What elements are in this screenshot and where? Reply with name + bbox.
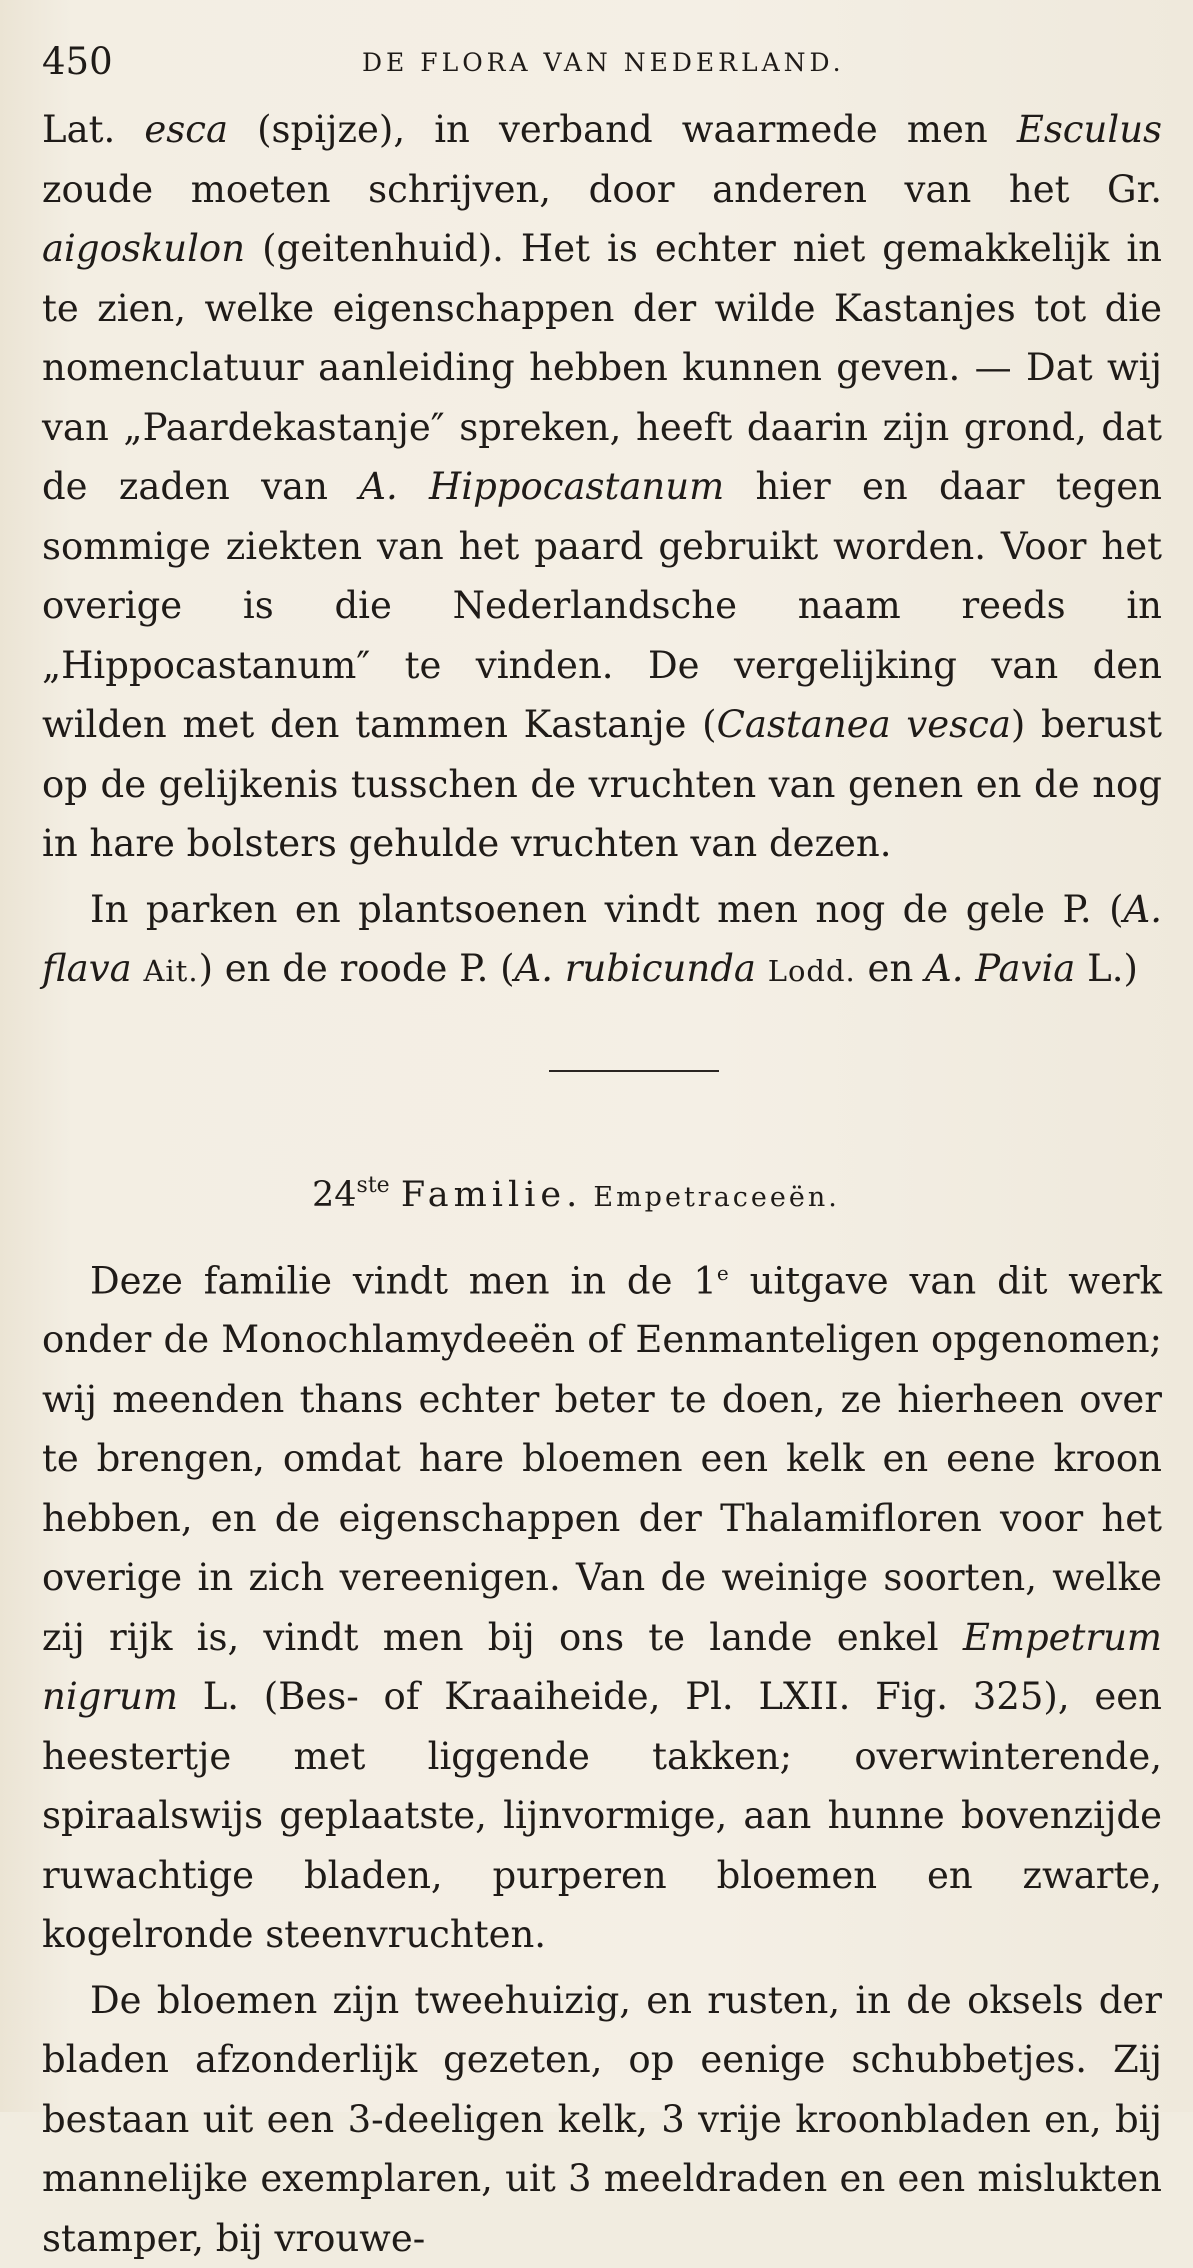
paragraph-etymology: Lat. esca (spijze), in verband waarmede men Esculus zoude moeten schrijven, door anderen van het Gr. aigoskulon (geitenhuid). Het is echter niet gemakkelijk in te zien, welke eigenschappen der wilde Kastanjes tot die nomenclatuur aanleiding hebben kunnen geven. — Dat wij van „Paardekastanje″ spreken, heeft daarin zijn grond, dat de zaden van A. Hippocastanum hier en daar tegen sommige ziekten van het paard gebruikt worden. Voor het overige is die Nederlandsche naam reeds in „Hippocastanum″ te vinden. De vergelijking van den wilden met den tammen Kastanje (Castanea vesca) berust op de gelijkenis tusschen de vruchten van genen en de nog in hare bolsters gehulde vruchten van dezen.: [42, 108, 1163, 865]
paragraph-species: In parken en plantsoenen vindt men nog de gele P. (A. flava Ait.) en de roode P. (A. rubicunda Lodd. en A. Pavia L.): [42, 887, 1162, 990]
page-header: [42, 30, 1163, 100]
paragraph-flowers: De bloemen zijn tweehuizig, en rusten, in de oksels der bladen afzonderlijk gezeten, op eenige schubbetjes. Zij bestaan uit een 3-deeligen kelk, 3 vrije kroonbladen en, bij mannelijke exemplaren, uit 3 meeldraden en een mislukten stamper, bij vrouwe-: [42, 1978, 1162, 2260]
page-number: 450: [42, 40, 113, 83]
family-heading: 24ste Familie. Empetraceeën.: [312, 1172, 840, 1215]
paragraph-family-description: Deze familie vindt men in de 1e uitgave van dit werk onder de Monochlamydeeën of Eenmanteligen opgenomen; wij meenden thans echter beter te doen, ze hierheen over te brengen, omdat hare bloemen een kelk en eene kroon hebben, en de eigenschappen der Thalamifloren voor het overige in zich vereenigen. Van de weinige soorten, welke zij rijk is, vindt men bij ons te lande enkel Empetrum nigrum L. (Bes- of Kraaiheide, Pl. LXII. Fig. 325), een heestertje met liggende takken; overwinterende, spiraalswijs geplaatste, lijnvormige, aan hunne bovenzijde ruwachtige bladen, purperen bloemen en zwarte, kogelronde steenvruchten.: [42, 1258, 1162, 1957]
running-head: DE FLORA VAN NEDERLAND.: [362, 48, 845, 77]
body-text: [42, 100, 1162, 2268]
section-divider: [549, 1070, 719, 1072]
